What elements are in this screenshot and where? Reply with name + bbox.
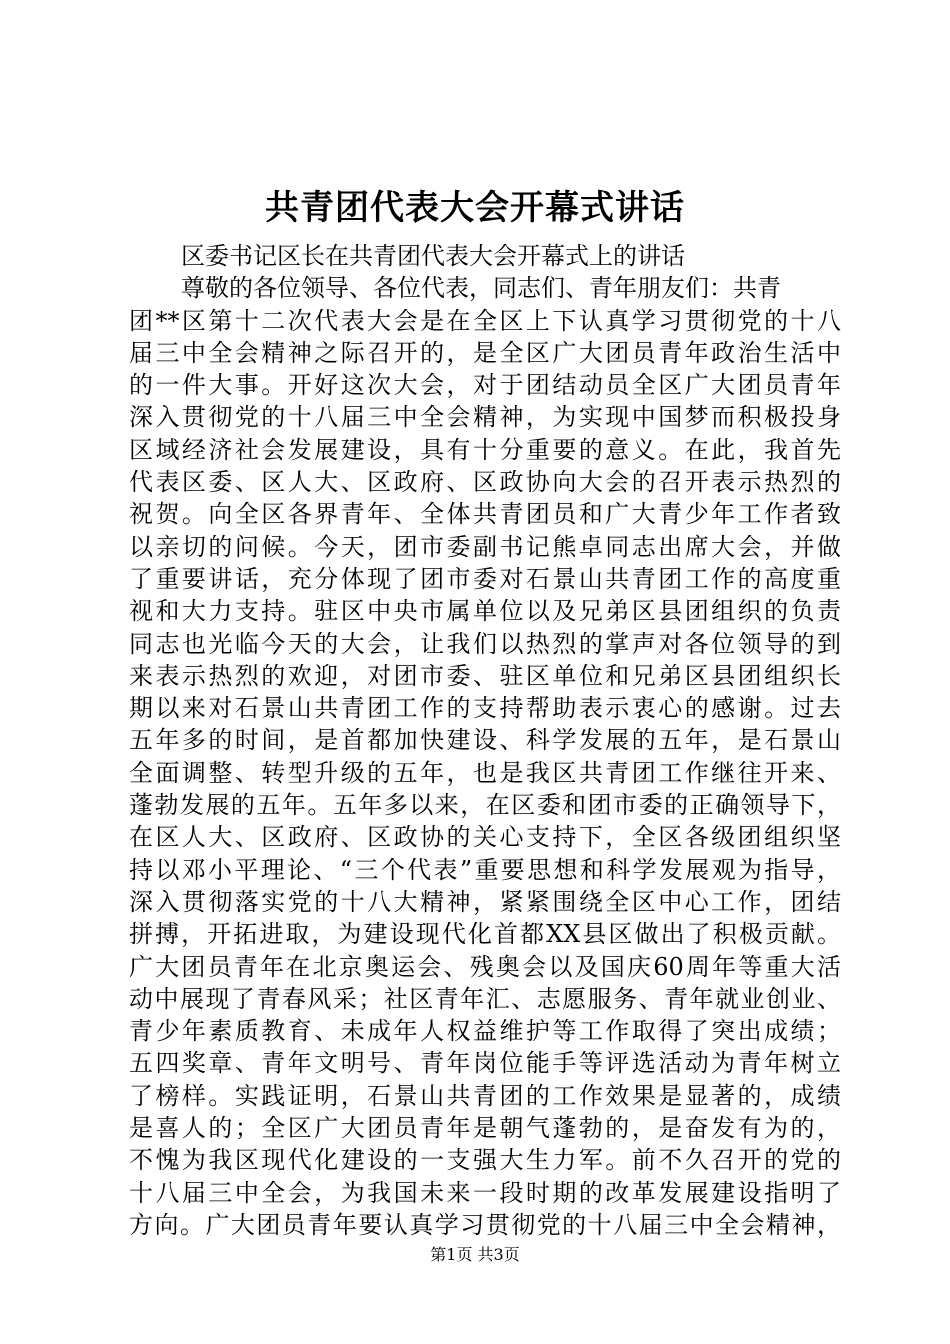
- paragraph-line: 来表示热烈的欢迎，对团市委、驻区单位和兄弟区县团组织长: [129, 661, 841, 690]
- paragraph-line: 深入贯彻党的十八届三中全会精神，为实现中国梦而积极投身: [129, 403, 841, 432]
- paragraph-line: 广大团员青年在北京奥运会、残奥会以及国庆60周年等重大活: [129, 952, 841, 981]
- document-body: [129, 240, 841, 1241]
- paragraph-line: 区域经济社会发展建设，具有十分重要的意义。在此，我首先: [129, 435, 841, 464]
- paragraph-line: 祝贺。向全区各界青年、全体共青团员和广大青少年工作者致: [129, 500, 841, 529]
- document-title: 共青团代表大会开幕式讲话: [265, 188, 685, 228]
- paragraph-line: 代表区委、区人大、区政府、区政协向大会的召开表示热烈的: [129, 468, 841, 497]
- paragraph-line: 青少年素质教育、未成年人权益维护等工作取得了突出成绩；: [129, 1017, 841, 1046]
- paragraph-line: 蓬勃发展的五年。五年多以来，在区委和团市委的正确领导下，: [129, 791, 841, 820]
- subtitle-line: 区委书记区长在共青团代表大会开幕式上的讲话: [181, 242, 685, 270]
- paragraph-line: 的一件大事。开好这次大会，对于团结动员全区广大团员青年: [129, 371, 841, 400]
- paragraph-line: 五四奖章、青年文明号、青年岗位能手等评选活动为青年树立: [129, 1049, 841, 1078]
- paragraph-line: 期以来对石景山共青团工作的支持帮助表示衷心的感谢。过去: [129, 694, 841, 723]
- paragraph-line: 动中展现了青春风采；社区青年汇、志愿服务、青年就业创业、: [129, 984, 841, 1013]
- paragraph-line: 全面调整、转型升级的五年，也是我区共青团工作继往开来、: [129, 758, 841, 787]
- paragraph-line: 持以邓小平理论、“三个代表”重要思想和科学发展观为指导，: [129, 855, 841, 884]
- paragraph-line: 届三中全会精神之际召开的，是全区广大团员青年政治生活中: [129, 338, 841, 367]
- paragraph-line: 尊敬的各位领导、各位代表，同志们、青年朋友们：共青: [181, 274, 781, 303]
- page-number: 第1页 共3页: [430, 1245, 520, 1264]
- paragraph-line: 五年多的时间，是首都加快建设、科学发展的五年，是石景山: [129, 726, 841, 755]
- paragraph-line: 了重要讲话，充分体现了团市委对石景山共青团工作的高度重: [129, 564, 841, 593]
- paragraph-line: 深入贯彻落实党的十八大精神，紧紧围绕全区中心工作，团结: [129, 887, 841, 916]
- paragraph-line: 方向。广大团员青年要认真学习贯彻党的十八届三中全会精神，: [129, 1210, 841, 1239]
- paragraph-line: 拼搏，开拓进取，为建设现代化首都XX县区做出了积极贡献。: [129, 920, 841, 949]
- paragraph-line: 了榜样。实践证明，石景山共青团的工作效果是显著的，成绩: [129, 1081, 841, 1110]
- paragraph-line: 在区人大、区政府、区政协的关心支持下，全区各级团组织坚: [129, 823, 841, 852]
- paragraph-line: 视和大力支持。驻区中央市属单位以及兄弟区县团组织的负责: [129, 597, 841, 626]
- paragraph-line: 不愧为我区现代化建设的一支强大生力军。前不久召开的党的: [129, 1146, 841, 1175]
- paragraph-line: 以亲切的问候。今天，团市委副书记熊卓同志出席大会，并做: [129, 532, 841, 561]
- paragraph-line: 是喜人的；全区广大团员青年是朝气蓬勃的，是奋发有为的，: [129, 1114, 841, 1143]
- paragraph-line: 同志也光临今天的大会，让我们以热烈的掌声对各位领导的到: [129, 629, 841, 658]
- paragraph-line: 十八届三中全会，为我国未来一段时期的改革发展建设指明了: [129, 1178, 841, 1207]
- paragraph-line: 团**区第十二次代表大会是在全区上下认真学习贯彻党的十八: [129, 306, 841, 335]
